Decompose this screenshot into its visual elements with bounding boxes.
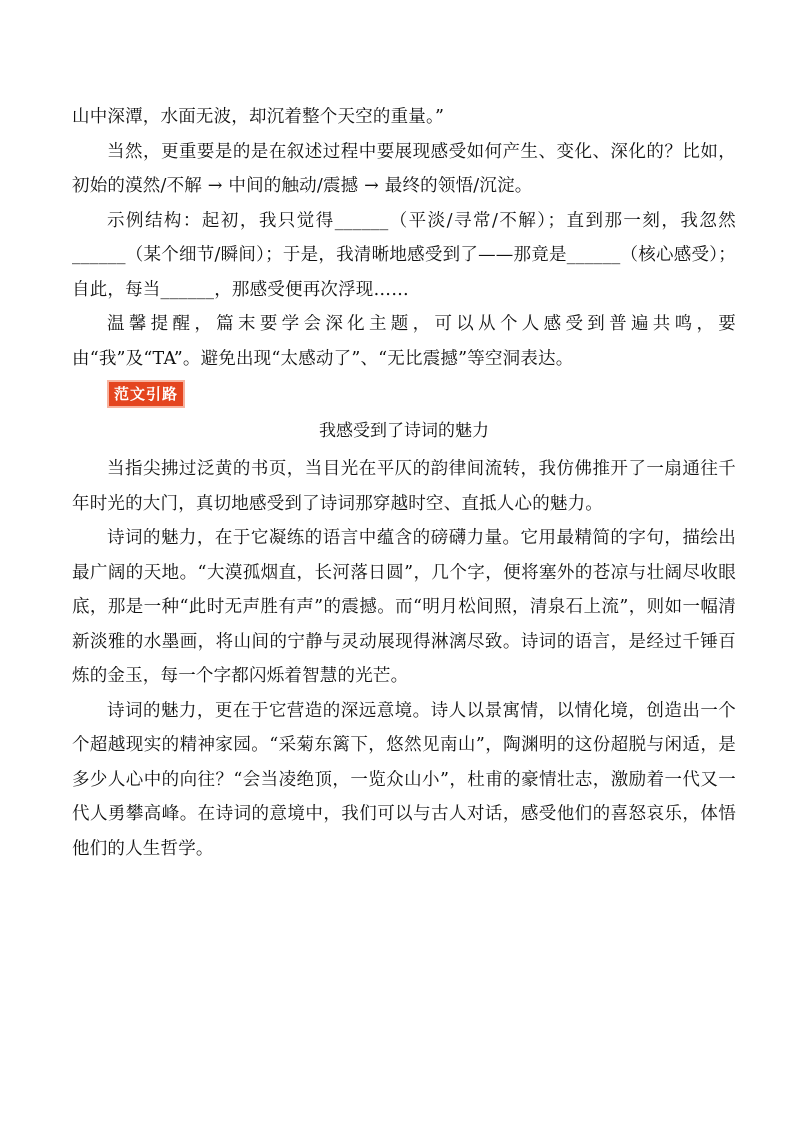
essay-paragraph-1: 当指尖拂过泛黄的书页，当目光在平仄的韵律间流转，我仿佛推开了一扇通往千年时光的大门，真切地感受到了诗词那穿越时空、直抵人心的魅力。	[72, 459, 736, 514]
document-page	[72, 100, 736, 866]
guide-paragraph-4: 温馨提醒，篇末要学会深化主题，可以从个人感受到普遍共鸣，要由“我”及“TA”。避免出现“太感动了”、“无比震撼”等空洞表达。	[72, 314, 736, 369]
section-badge-row	[72, 380, 736, 408]
guide-paragraph-1: 山中深潭，水面无波，却沉着整个天空的重量。”	[72, 107, 445, 127]
essay-title: 我感受到了诗词的魅力	[319, 421, 489, 441]
essay-paragraph-2: 诗词的魅力，在于它凝练的语言中蕴含的磅礴力量。它用最精简的字句，描绘出最广阔的天地。“大漠孤烟直，长河落日圆”，几个字，便将塞外的苍凉与壮阔尽收眼底，那是一种“此时无声胜有声”的震撼。而“明月松间照，清泉石上流”，则如一幅清新淡雅的水墨画，将山间的宁静与灵动展现得淋漓尽致。诗词的语言，是经过千锤百炼的金玉，每一个字都闪烁着智慧的光芒。	[72, 528, 736, 686]
guide-paragraph-3: 示例结构：起初，我只觉得______（平淡/寻常/不解）；直到那一刻，我忽然______（某个细节/瞬间）；于是，我清晰地感受到了——那竟是______（核心感受）；自此，每当______，那感受便再次浮现……	[72, 210, 736, 300]
essay-paragraph-3: 诗词的魅力，更在于它营造的深远意境。诗人以景寓情，以情化境，创造出一个个超越现实的精神家园。“采菊东篱下，悠然见南山”，陶渊明的这份超脱与闲适，是多少人心中的向往？“会当凌绝顶，一览众山小”，杜甫的豪情壮志，激励着一代又一代人勇攀高峰。在诗词的意境中，我们可以与古人对话，感受他们的喜怒哀乐，体悟他们的人生哲学。	[72, 700, 736, 859]
section-badge: 范文引路	[107, 380, 185, 408]
guide-paragraph-2: 当然，更重要是的是在叙述过程中要展现感受如何产生、变化、深化的？比如，初始的漠然/不解 → 中间的触动/震撼 → 最终的领悟/沉淀。	[72, 141, 736, 196]
